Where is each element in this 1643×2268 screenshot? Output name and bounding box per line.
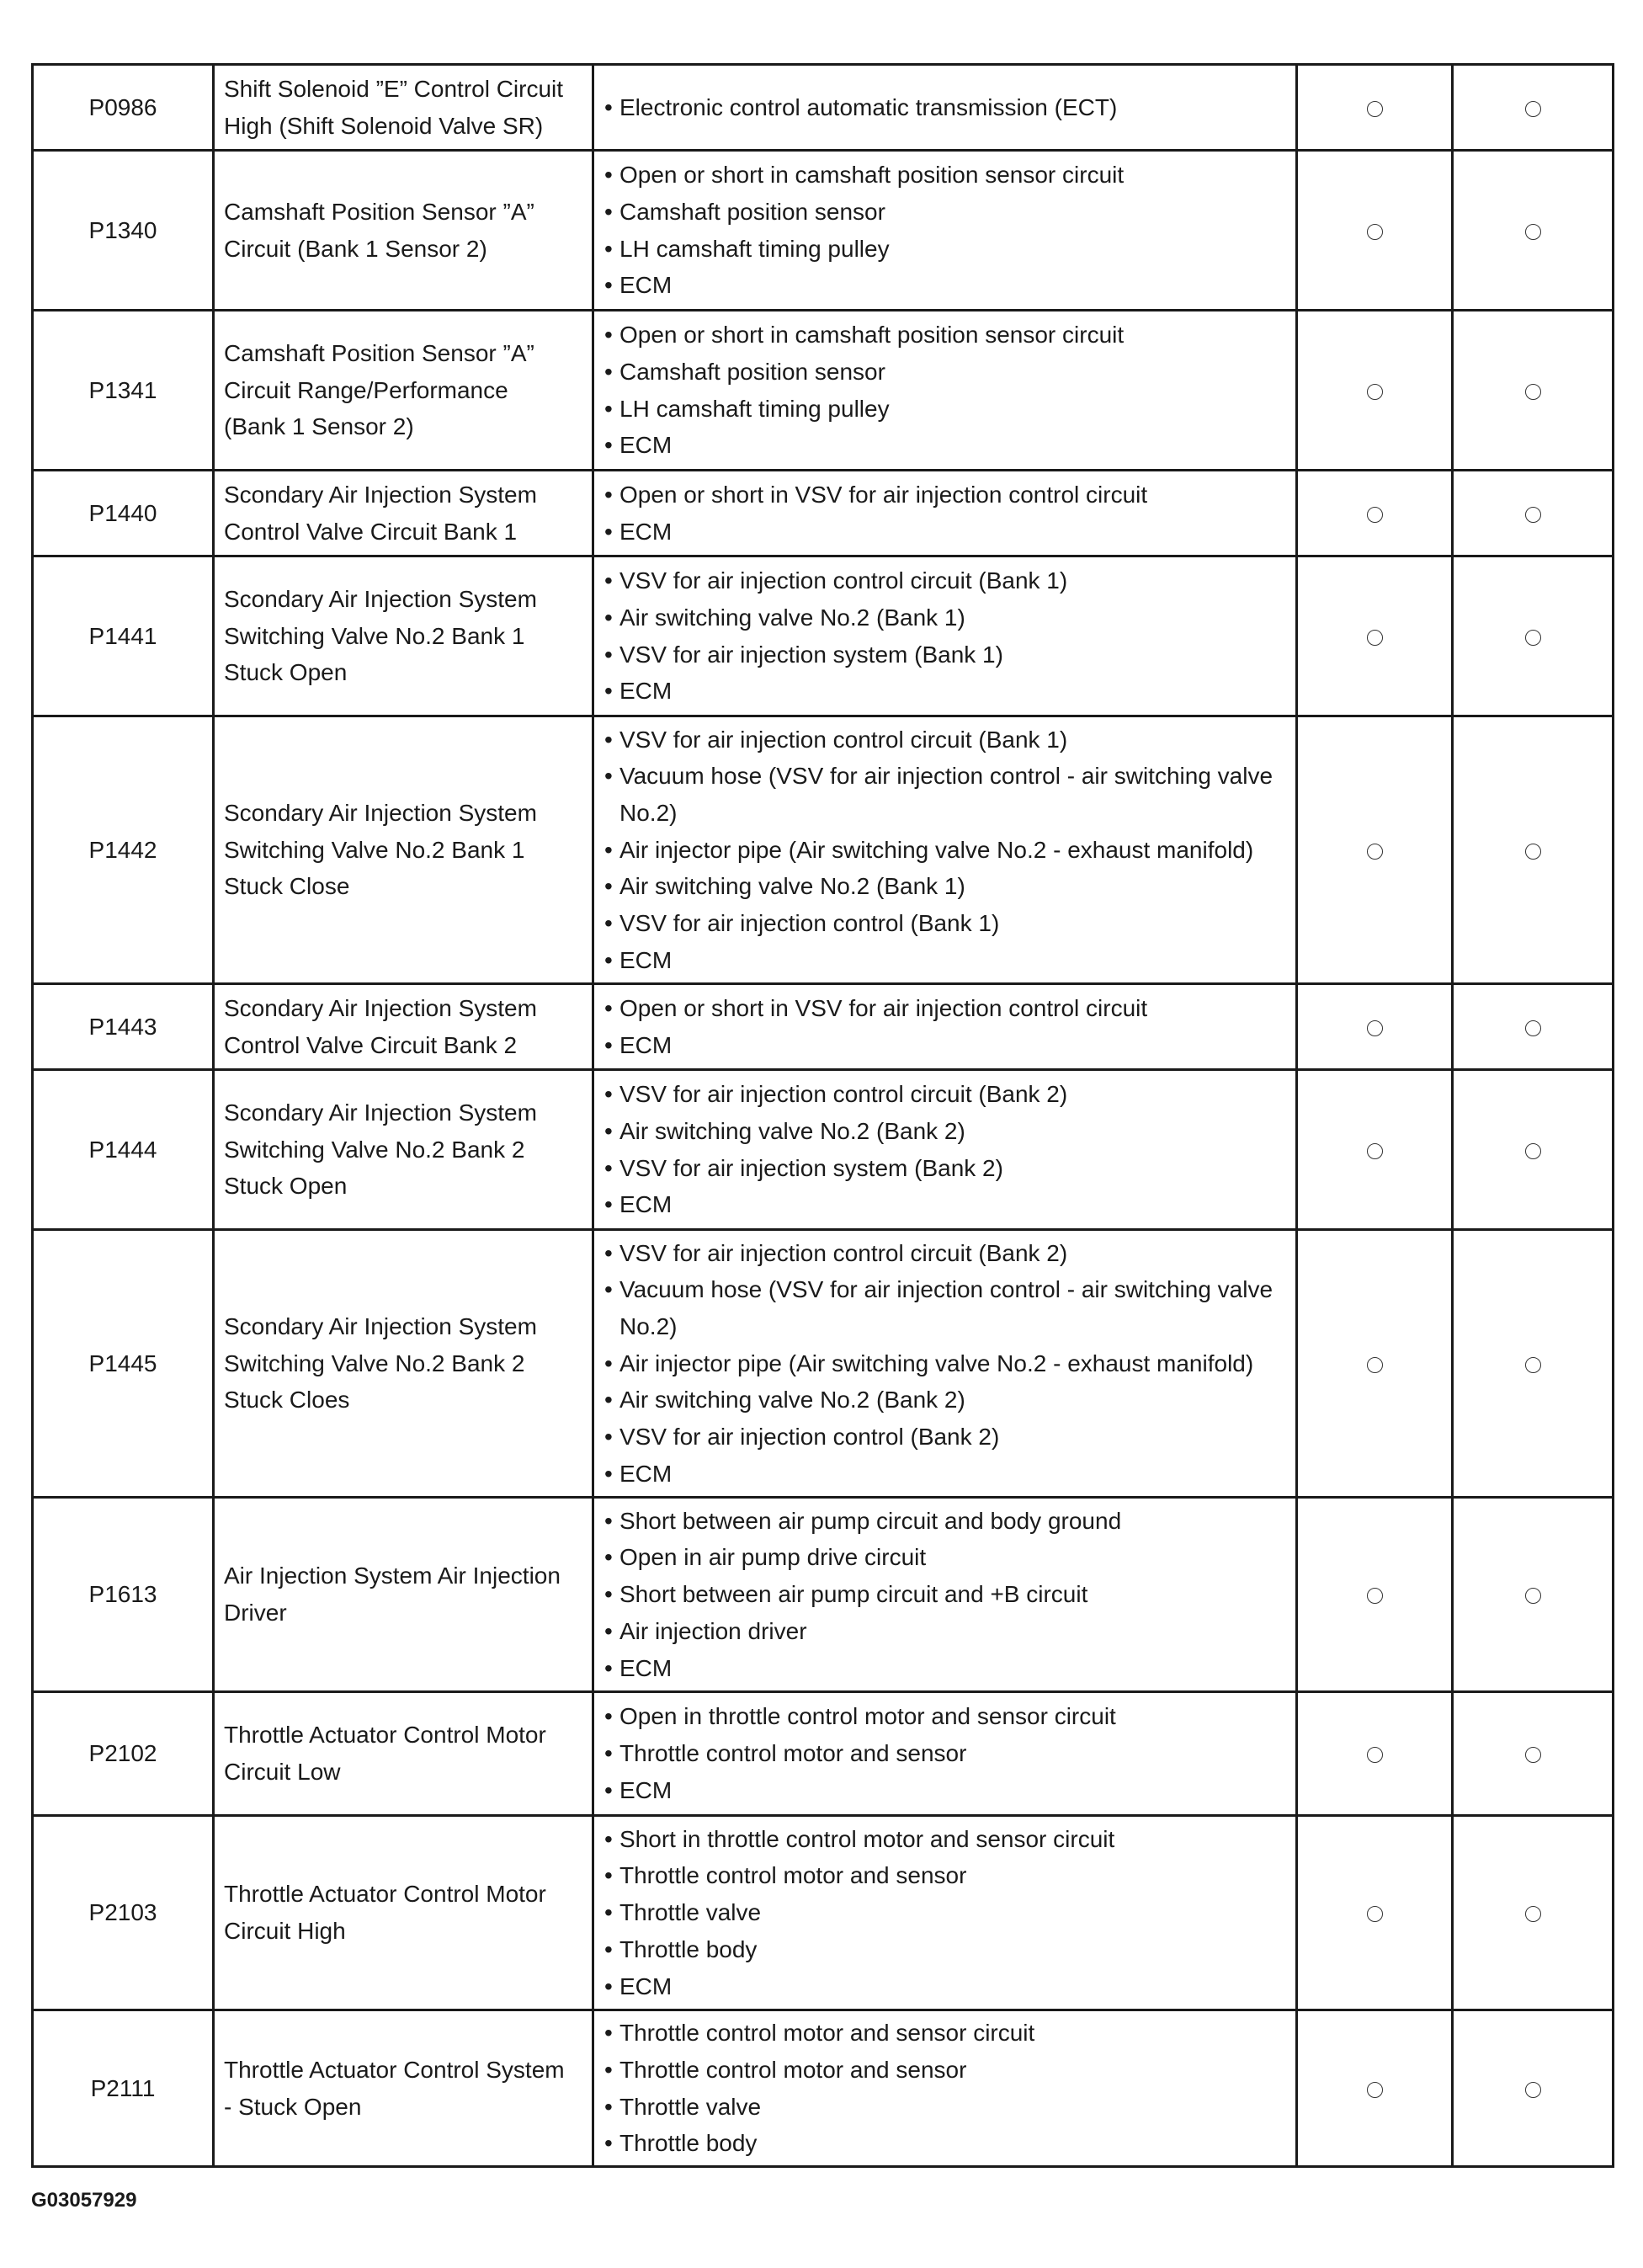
trouble-area-item: • ECM [604, 1650, 1290, 1687]
trouble-area-list [604, 562, 1290, 710]
memory-indicator [1453, 556, 1614, 716]
trouble-area-item: • ECM [604, 267, 1290, 304]
detection-item-line: (Bank 1 Sensor 2) [224, 413, 414, 440]
trouble-area-item: • VSV for air injection control circuit (Bank 1) [604, 721, 1290, 759]
table-row [33, 2010, 1614, 2167]
detection-item-line: Circuit High [224, 1918, 346, 1944]
trouble-area-item: • ECM [604, 1772, 1290, 1809]
memory-indicator [1453, 1692, 1614, 1816]
trouble-area-item: • ECM [604, 514, 1290, 551]
dtc-code: P1340 [33, 151, 214, 311]
detection-item-line: Camshaft Position Sensor ”A” [224, 198, 534, 225]
detection-item [214, 2010, 593, 2167]
detection-item-line: Circuit Low [224, 1759, 341, 1785]
circle-icon [1367, 384, 1383, 400]
table-row [33, 151, 1614, 311]
trouble-area-item: • Camshaft position sensor [604, 194, 1290, 231]
trouble-area-item: • VSV for air injection control circuit (Bank 1) [604, 562, 1290, 599]
trouble-area-item: • VSV for air injection system (Bank 1) [604, 636, 1290, 673]
trouble-area [593, 471, 1297, 556]
trouble-area-item: • Short between air pump circuit and +B circuit [604, 1576, 1290, 1613]
trouble-area [593, 1816, 1297, 2010]
trouble-area-item: • Throttle control motor and sensor [604, 1735, 1290, 1772]
trouble-area-item: • LH camshaft timing pulley [604, 391, 1290, 428]
trouble-area-item: • Throttle control motor and sensor circuit [604, 2015, 1290, 2052]
detection-item [214, 65, 593, 151]
trouble-area-item: • Short between air pump circuit and body ground [604, 1503, 1290, 1540]
detection-item [214, 151, 593, 311]
memory-indicator [1453, 984, 1614, 1070]
trouble-area [593, 984, 1297, 1070]
dtc-code: P0986 [33, 65, 214, 151]
dtc-code: P1441 [33, 556, 214, 716]
trouble-area-list [604, 1698, 1290, 1808]
trouble-area-item: • Air switching valve No.2 (Bank 1) [604, 868, 1290, 905]
table-row [33, 1070, 1614, 1230]
circle-icon [1367, 507, 1383, 523]
trouble-area-item: • ECM [604, 1186, 1290, 1223]
memory-indicator [1453, 471, 1614, 556]
detection-item-line: Switching Valve No.2 Bank 2 [224, 1350, 525, 1376]
dtc-code: P1444 [33, 1070, 214, 1230]
trouble-area [593, 311, 1297, 471]
memory-indicator [1453, 65, 1614, 151]
trouble-area-item: • Air switching valve No.2 (Bank 1) [604, 599, 1290, 636]
circle-icon [1525, 101, 1541, 117]
mil-indicator [1297, 311, 1453, 471]
detection-item-line: Circuit (Bank 1 Sensor 2) [224, 235, 487, 262]
detection-item [214, 716, 593, 984]
dtc-code: P2111 [33, 2010, 214, 2167]
trouble-area-list [604, 1821, 1290, 2005]
dtc-code: P1440 [33, 471, 214, 556]
table-row [33, 471, 1614, 556]
circle-icon [1525, 1747, 1541, 1763]
detection-item-line: High (Shift Solenoid Valve SR) [224, 112, 544, 139]
table-row [33, 1230, 1614, 1498]
circle-icon [1367, 1357, 1383, 1373]
memory-indicator [1453, 1230, 1614, 1498]
detection-item-line: Throttle Actuator Control Motor [224, 1722, 546, 1749]
table-row [33, 1816, 1614, 2010]
circle-icon [1367, 630, 1383, 646]
detection-item [214, 311, 593, 471]
detection-item-line: Driver [224, 1600, 287, 1626]
trouble-area-item: • VSV for air injection system (Bank 2) [604, 1150, 1290, 1187]
circle-icon [1525, 844, 1541, 860]
circle-icon [1525, 1143, 1541, 1159]
mil-indicator [1297, 556, 1453, 716]
detection-item-line: Stuck Cloes [224, 1387, 350, 1414]
circle-icon [1367, 1143, 1383, 1159]
circle-icon [1525, 630, 1541, 646]
trouble-area [593, 556, 1297, 716]
mil-indicator [1297, 65, 1453, 151]
circle-icon [1525, 507, 1541, 523]
circle-icon [1525, 384, 1541, 400]
memory-indicator [1453, 716, 1614, 984]
mil-indicator [1297, 1070, 1453, 1230]
trouble-area-list [604, 1076, 1290, 1223]
trouble-area-item: • Air injector pipe (Air switching valve No.2 - exhaust manifold) [604, 832, 1290, 869]
detection-item [214, 1070, 593, 1230]
trouble-area-list [604, 721, 1290, 979]
trouble-area-item: • Air switching valve No.2 (Bank 2) [604, 1382, 1290, 1419]
detection-item-line: Scondary Air Injection System [224, 994, 537, 1021]
detection-item-line: Control Valve Circuit Bank 2 [224, 1031, 518, 1058]
circle-icon [1525, 1020, 1541, 1036]
trouble-area-list [604, 990, 1290, 1063]
trouble-area-item: • ECM [604, 1968, 1290, 2005]
trouble-area [593, 2010, 1297, 2167]
detection-item-line: Throttle Actuator Control System [224, 2056, 565, 2083]
trouble-area-list [604, 89, 1290, 126]
circle-icon [1525, 1906, 1541, 1922]
memory-indicator [1453, 1070, 1614, 1230]
trouble-area-item: • Throttle body [604, 2125, 1290, 2162]
detection-item-line: Scondary Air Injection System [224, 799, 537, 826]
mil-indicator [1297, 2010, 1453, 2167]
mil-indicator [1297, 716, 1453, 984]
trouble-area-item: • Open in air pump drive circuit [604, 1539, 1290, 1576]
detection-item-line: Camshaft Position Sensor ”A” [224, 339, 534, 366]
memory-indicator [1453, 1816, 1614, 2010]
trouble-area-item: • Throttle valve [604, 1894, 1290, 1931]
trouble-area-item: • Open or short in VSV for air injection control circuit [604, 990, 1290, 1027]
trouble-area-item: • VSV for air injection control circuit (Bank 2) [604, 1235, 1290, 1272]
circle-icon [1367, 1906, 1383, 1922]
detection-item-line: Circuit Range/Performance [224, 376, 508, 403]
trouble-area [593, 1498, 1297, 1692]
table-row [33, 311, 1614, 471]
detection-item-line: Scondary Air Injection System [224, 481, 537, 508]
trouble-area-item: • ECM [604, 1027, 1290, 1064]
trouble-area-item: • ECM [604, 942, 1290, 979]
detection-item-line: Shift Solenoid ”E” Control Circuit [224, 75, 564, 102]
detection-item-line: Throttle Actuator Control Motor [224, 1881, 546, 1908]
trouble-area-item: • Throttle control motor and sensor [604, 1857, 1290, 1894]
table-row [33, 1498, 1614, 1692]
detection-item [214, 1498, 593, 1692]
detection-item-line: Switching Valve No.2 Bank 2 [224, 1136, 525, 1163]
trouble-area-item: • LH camshaft timing pulley [604, 231, 1290, 268]
circle-icon [1367, 1747, 1383, 1763]
trouble-area-item: • Open or short in camshaft position sensor circuit [604, 157, 1290, 194]
memory-indicator [1453, 151, 1614, 311]
trouble-area [593, 151, 1297, 311]
dtc-code: P1443 [33, 984, 214, 1070]
dtc-code: P2103 [33, 1816, 214, 2010]
table-row [33, 716, 1614, 984]
trouble-area-list [604, 2015, 1290, 2162]
mil-indicator [1297, 1816, 1453, 2010]
dtc-code: P1341 [33, 311, 214, 471]
detection-item [214, 1230, 593, 1498]
detection-item [214, 984, 593, 1070]
circle-icon [1367, 844, 1383, 860]
trouble-area-item: • Throttle control motor and sensor [604, 2052, 1290, 2089]
dtc-code: P2102 [33, 1692, 214, 1816]
trouble-area-item: • Air injector pipe (Air switching valve No.2 - exhaust manifold) [604, 1345, 1290, 1382]
trouble-area-item: • Electronic control automatic transmission (ECT) [604, 89, 1290, 126]
trouble-area-list [604, 317, 1290, 464]
trouble-area-item: • Open or short in VSV for air injection control circuit [604, 476, 1290, 514]
mil-indicator [1297, 151, 1453, 311]
circle-icon [1367, 1020, 1383, 1036]
trouble-area-item: • VSV for air injection control (Bank 1) [604, 905, 1290, 942]
trouble-area-item: • Air injection driver [604, 1613, 1290, 1650]
trouble-area-item: • Throttle body [604, 1931, 1290, 1968]
dtc-code: P1613 [33, 1498, 214, 1692]
circle-icon [1525, 1588, 1541, 1604]
table-row [33, 65, 1614, 151]
memory-indicator [1453, 311, 1614, 471]
trouble-area-list [604, 1235, 1290, 1493]
circle-icon [1367, 2082, 1383, 2098]
mil-indicator [1297, 471, 1453, 556]
circle-icon [1367, 1588, 1383, 1604]
trouble-area [593, 1692, 1297, 1816]
detection-item [214, 1692, 593, 1816]
dtc-table-body [33, 65, 1614, 2167]
trouble-area-item: • Air switching valve No.2 (Bank 2) [604, 1113, 1290, 1150]
detection-item-line: Stuck Close [224, 873, 350, 900]
trouble-area-item: • VSV for air injection control (Bank 2) [604, 1419, 1290, 1456]
detection-item-line: Scondary Air Injection System [224, 585, 537, 612]
detection-item-line: Switching Valve No.2 Bank 1 [224, 836, 525, 863]
figure-id: G03057929 [31, 2189, 137, 2212]
circle-icon [1367, 101, 1383, 117]
circle-icon [1367, 224, 1383, 240]
trouble-area-item: • ECM [604, 1456, 1290, 1493]
mil-indicator [1297, 984, 1453, 1070]
trouble-area [593, 1070, 1297, 1230]
detection-item [214, 471, 593, 556]
mil-indicator [1297, 1498, 1453, 1692]
detection-item [214, 1816, 593, 2010]
trouble-area-item: • Vacuum hose (VSV for air injection control - air switching valve No.2) [604, 1271, 1290, 1344]
detection-item [214, 556, 593, 716]
circle-icon [1525, 224, 1541, 240]
trouble-area [593, 1230, 1297, 1498]
trouble-area-item: • Open in throttle control motor and sensor circuit [604, 1698, 1290, 1735]
trouble-area-item: • Open or short in camshaft position sensor circuit [604, 317, 1290, 354]
detection-item-line: Control Valve Circuit Bank 1 [224, 518, 518, 545]
trouble-area-item: • Camshaft position sensor [604, 354, 1290, 391]
trouble-area-list [604, 1503, 1290, 1687]
memory-indicator [1453, 2010, 1614, 2167]
detection-item-line: Scondary Air Injection System [224, 1099, 537, 1126]
table-row [33, 1692, 1614, 1816]
trouble-area-item: • Vacuum hose (VSV for air injection control - air switching valve No.2) [604, 758, 1290, 831]
detection-item-line: Scondary Air Injection System [224, 1312, 537, 1339]
circle-icon [1525, 2082, 1541, 2098]
trouble-area-item: • Throttle valve [604, 2089, 1290, 2126]
detection-item-line: Air Injection System Air Injection [224, 1563, 561, 1589]
dtc-table [31, 63, 1614, 2168]
dtc-code: P1442 [33, 716, 214, 984]
trouble-area-item: • ECM [604, 427, 1290, 464]
detection-item-line: Stuck Open [224, 1173, 348, 1200]
circle-icon [1525, 1357, 1541, 1373]
mil-indicator [1297, 1230, 1453, 1498]
trouble-area-list [604, 476, 1290, 550]
memory-indicator [1453, 1498, 1614, 1692]
detection-item-line: Stuck Open [224, 659, 348, 686]
table-row [33, 984, 1614, 1070]
trouble-area-item: • VSV for air injection control circuit (Bank 2) [604, 1076, 1290, 1113]
trouble-area-list [604, 157, 1290, 304]
trouble-area [593, 716, 1297, 984]
trouble-area-item: • Short in throttle control motor and sensor circuit [604, 1821, 1290, 1858]
detection-item-line: Switching Valve No.2 Bank 1 [224, 622, 525, 649]
table-row [33, 556, 1614, 716]
trouble-area-item: • ECM [604, 673, 1290, 710]
detection-item-line: - Stuck Open [224, 2093, 362, 2120]
mil-indicator [1297, 1692, 1453, 1816]
dtc-code: P1445 [33, 1230, 214, 1498]
trouble-area [593, 65, 1297, 151]
